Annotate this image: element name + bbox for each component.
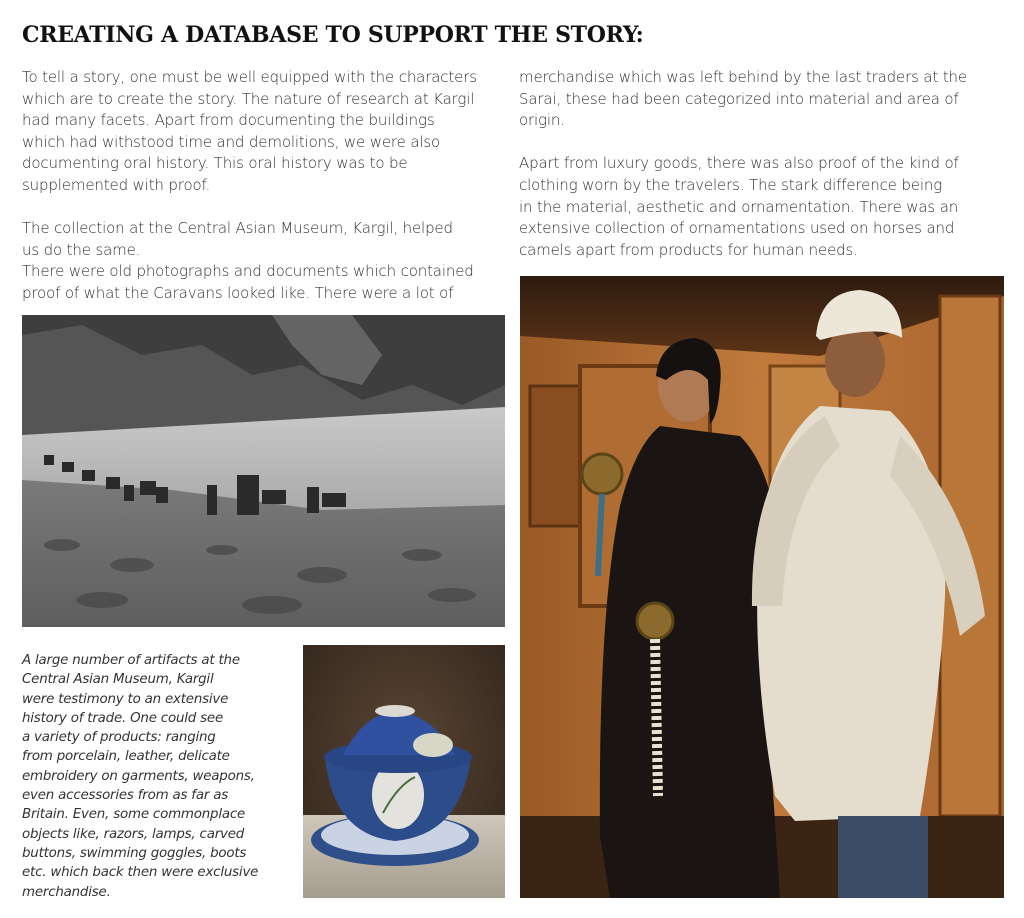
page-title: CREATING A DATABASE TO SUPPORT THE STORY: xyxy=(22,22,644,48)
porcelain-cup-photo xyxy=(303,645,505,898)
text-line: us do the same. xyxy=(22,240,141,259)
left-text-column xyxy=(22,67,512,305)
caravan-photo xyxy=(22,315,505,627)
text-line: supplemented with proof. xyxy=(22,175,211,194)
caption-line: A large number of artifacts at the xyxy=(22,653,240,668)
text-line: To tell a story, one must be well equipped with the characters xyxy=(22,68,477,86)
text-line: clothing worn by the travelers. The stark difference being xyxy=(519,175,943,194)
text-line: merchandise which was left behind by the last traders at the xyxy=(519,68,967,86)
caption-line: merchandise. xyxy=(22,884,111,900)
text-line: Sarai, these had been categorized into material and area of xyxy=(519,89,959,108)
caption-line: objects like, razors, lamps, carved xyxy=(22,826,245,842)
text-line: in the material, aesthetic and ornamentation. There was an xyxy=(519,197,959,216)
traditional-dress-photo xyxy=(520,276,1004,898)
text-line: Apart from luxury goods, there was also proof of the kind of xyxy=(519,154,959,173)
text-line: The collection at the Central Asian Museum, Kargil, helped xyxy=(22,219,453,238)
text-line: which had withstood time and demolitions, we were also xyxy=(22,132,441,151)
caption-line: even accessories from as far as xyxy=(22,788,228,804)
caption-line: etc. which back then were exclusive xyxy=(22,865,259,881)
caption-line: Central Asian Museum, Kargil xyxy=(22,672,214,688)
caption-line: buttons, swimming goggles, boots xyxy=(22,845,247,861)
caption-line: from porcelain, leather, delicate xyxy=(22,749,230,765)
caption-line: were testimony to an extensive xyxy=(22,691,229,707)
text-line: There were old photographs and documents which contained xyxy=(22,262,474,281)
paragraph-gap xyxy=(22,197,512,219)
text-line: had many facets. Apart from documenting the buildings xyxy=(22,111,435,130)
text-line: proof of what the Caravans looked like. There were a lot of xyxy=(22,283,454,302)
text-line: origin. xyxy=(519,111,565,130)
text-line: which are to create the story. The nature of research at Kargil xyxy=(22,89,475,108)
caption-line: Britain. Even, some commonplace xyxy=(22,807,246,823)
caption-line: embroidery on garments, weapons, xyxy=(22,768,255,784)
caption-line: a variety of products: ranging xyxy=(22,730,216,746)
paragraph-gap xyxy=(519,132,1005,154)
caption-line: history of trade. One could see xyxy=(22,710,223,726)
artifacts-caption xyxy=(22,651,297,902)
right-text-column xyxy=(519,67,1005,261)
text-line: camels apart from products for human needs. xyxy=(519,240,858,259)
text-line: extensive collection of ornamentations used on horses and xyxy=(519,219,955,238)
text-line: documenting oral history. This oral history was to be xyxy=(22,154,408,173)
